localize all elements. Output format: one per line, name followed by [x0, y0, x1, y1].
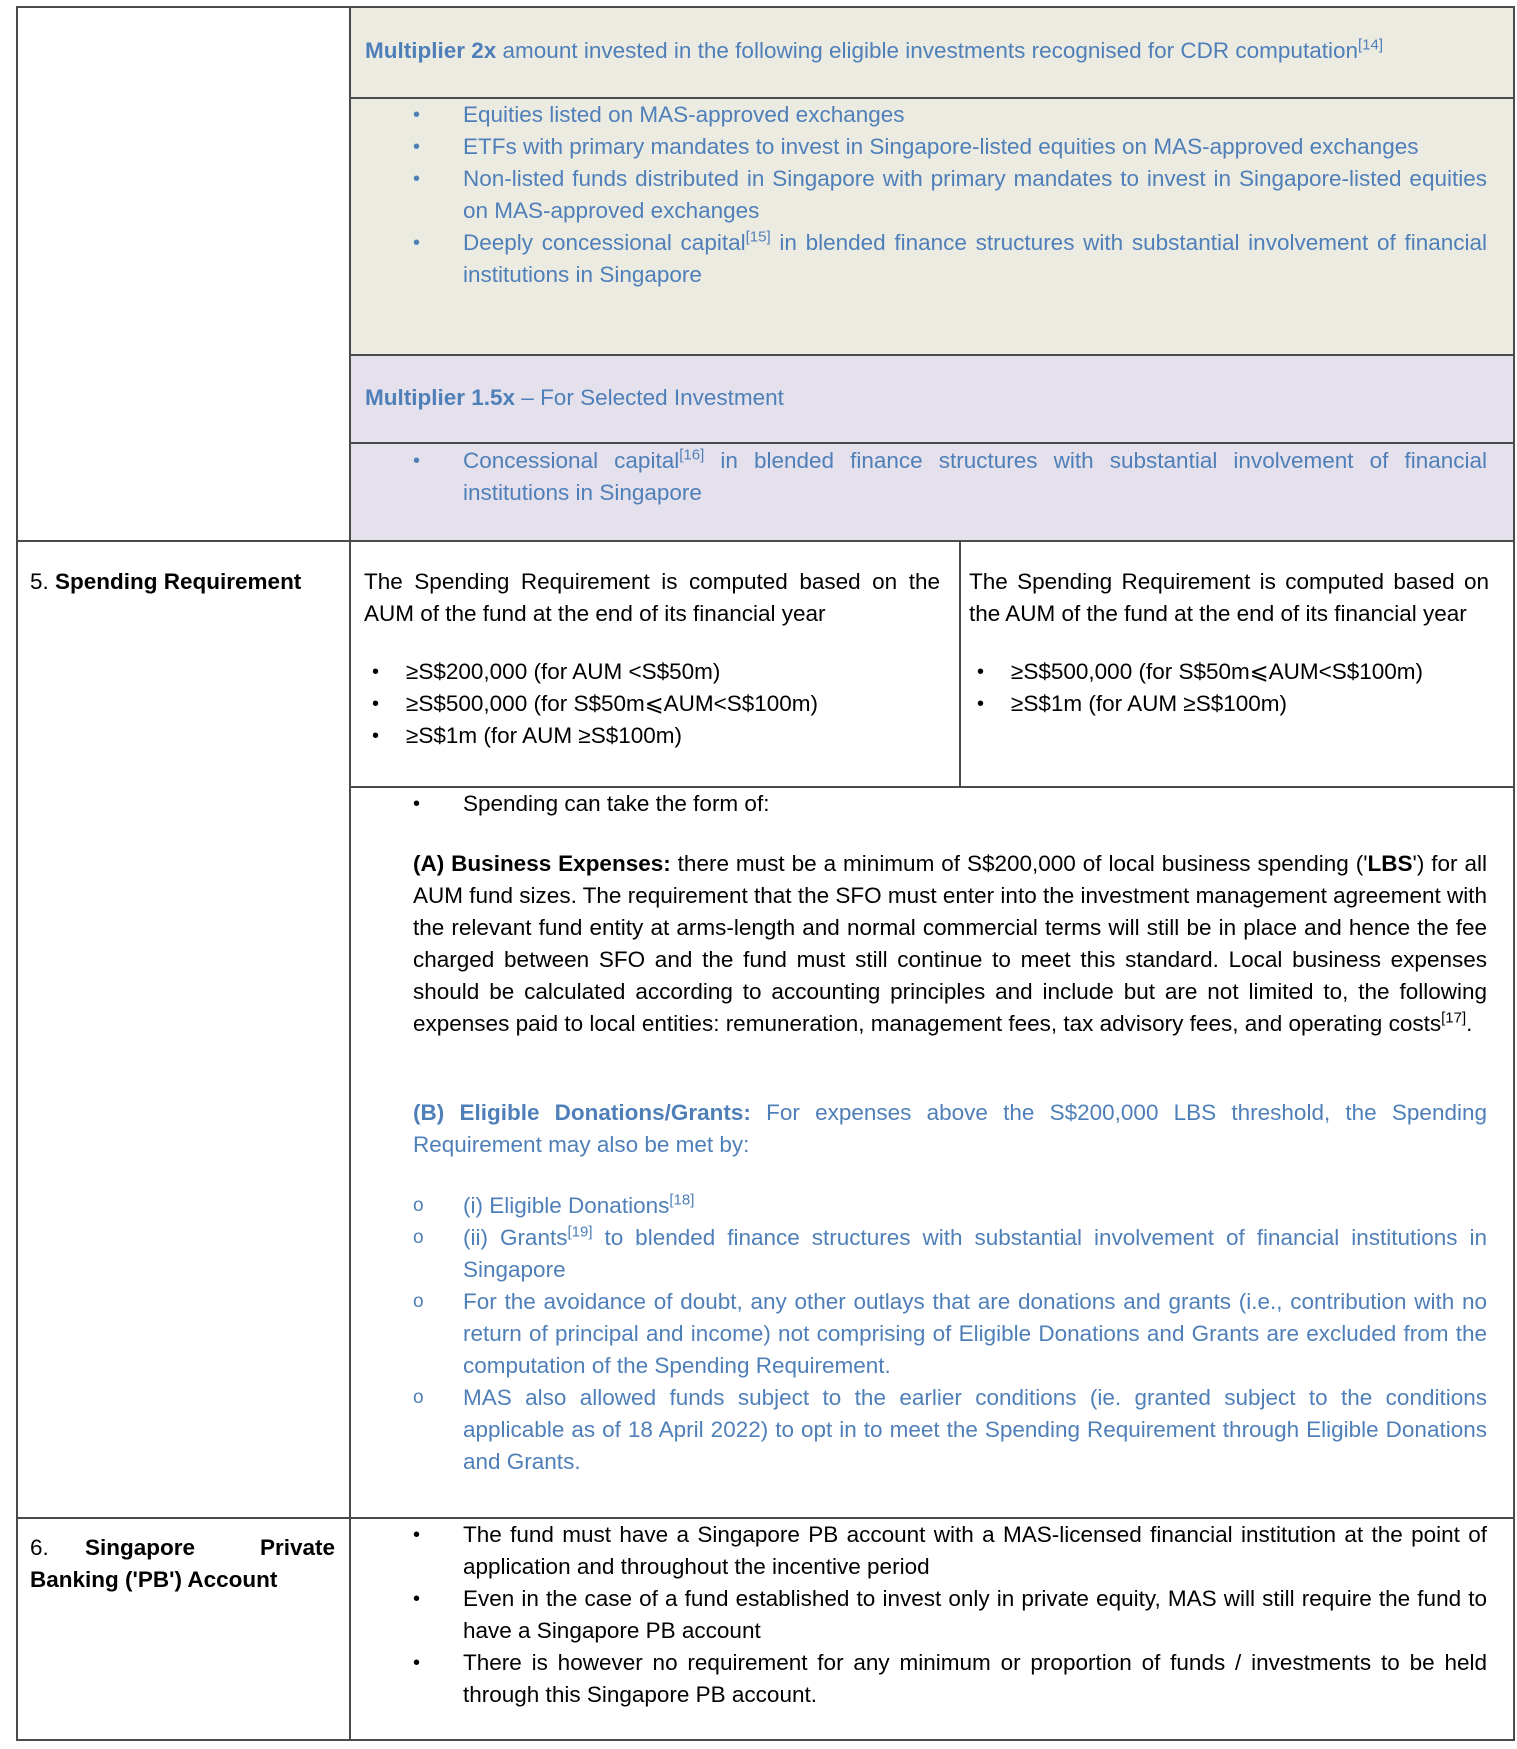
list-item: • Equities listed on MAS-approved exchanges — [413, 99, 1487, 131]
multiplier-2x-text: amount invested in the following eligible investments recognised for CDR computation — [496, 38, 1358, 63]
eligible-donations-label: (B) Eligible Donations/Grants: — [413, 1100, 751, 1125]
row-divider-1-5x-header — [349, 442, 1515, 444]
list-item: o MAS also allowed funds subject to the earlier conditions (ie. granted subject to the conditions applicable as of 18 April 2022) to opt in to meet the Spending Requirement through Eligible Donations and Grants. — [413, 1382, 1487, 1478]
section5-number: 5. — [30, 569, 49, 594]
list-item: • Even in the case of a fund established to invest only in private equity, MAS will still require the fund to have a Singapore PB account — [413, 1583, 1487, 1647]
business-expenses-label: (A) Business Expenses: — [413, 851, 671, 876]
multiplier-1-5x-header — [365, 382, 1505, 414]
spending-forms-bullet: • Spending can take the form of: — [413, 788, 1487, 820]
section5-left-intro: The Spending Requirement is computed based on the AUM of the fund at the end of its financial year — [364, 569, 940, 626]
eligible-donations-paragraph: (B) Eligible Donations/Grants: For expenses above the S$200,000 LBS threshold, the Spending Requirement may also be met by: — [413, 1100, 1487, 1157]
section6-title-line2: Banking ('PB') Account — [30, 1567, 278, 1592]
column-divider — [349, 6, 351, 1741]
footnote-16[interactable]: [16] — [679, 446, 705, 464]
multiplier-1-5x-text: – For Selected Investment — [515, 385, 784, 410]
list-item: • ≥S$500,000 (for S$50m⩽AUM<S$100m) — [372, 688, 940, 720]
section6-title-line1: Singapore Private — [85, 1535, 335, 1560]
row-divider-2x-list — [349, 354, 1515, 356]
footnote-18[interactable]: [18] — [669, 1191, 695, 1209]
section5-spending-forms — [413, 788, 1487, 820]
list-item: • ETFs with primary mandates to invest in Singapore-listed equities on MAS-approved exchanges — [413, 131, 1487, 163]
multiplier-2x-list — [413, 99, 1487, 291]
list-item: • The fund must have a Singapore PB account with a MAS-licensed financial institution at the point of application and throughout the incentive period — [413, 1519, 1487, 1583]
list-item: o (ii) Grants[19] to blended finance structures with substantial involvement of financial institutions in Singapore — [413, 1222, 1487, 1286]
footnote-17[interactable]: [17] — [1441, 1009, 1467, 1027]
section6-label — [30, 1532, 335, 1596]
section5-left-column — [364, 566, 940, 752]
row-divider-section5 — [16, 540, 1515, 542]
multiplier-1-5x-label: Multiplier 1.5x — [365, 385, 516, 410]
list-item: • There is however no requirement for any minimum or proportion of funds / investments to be held through this Singapore PB account. — [413, 1647, 1487, 1711]
list-item: • ≥S$200,000 (for AUM <S$50m) — [372, 656, 940, 688]
multiplier-2x-header — [365, 35, 1505, 67]
lbs-term: LBS — [1367, 851, 1413, 876]
section6-number: 6. — [30, 1535, 49, 1560]
section5-title: Spending Requirement — [55, 569, 302, 594]
section5-label — [30, 566, 340, 598]
section5-right-column — [969, 566, 1489, 720]
list-item: o (i) Eligible Donations[18] — [413, 1190, 1487, 1222]
footnote-15[interactable]: [15] — [745, 228, 771, 246]
list-item: • ≥S$500,000 (for S$50m⩽AUM<S$100m) — [977, 656, 1489, 688]
footnote-14[interactable]: [14] — [1357, 36, 1384, 54]
list-item: • Non-listed funds distributed in Singapore with primary mandates to invest in Singapore-listed equities on MAS-approved exchanges — [413, 163, 1487, 227]
list-item: o For the avoidance of doubt, any other outlays that are donations and grants (i.e., contribution with no return of principal and income) not comprising of Eligible Donations and Grants are excluded from the computation of the Spending Requirement. — [413, 1286, 1487, 1382]
multiplier-2x-label: Multiplier 2x — [365, 38, 497, 63]
section6-content — [413, 1519, 1487, 1711]
multiplier-1-5x-list — [413, 445, 1487, 509]
list-item: • Deeply concessional capital[15] in blended finance structures with substantial involvement of financial institutions in Singapore — [413, 227, 1487, 291]
business-expenses-paragraph: (A) Business Expenses: there must be a minimum of S$200,000 of local business spending ('LBS') for all AUM fund sizes. The requirement that the SFO must enter into the investment management agreement with the relevant fund entity at arms-length and normal commercial terms will still be in place and hence the fee charged between SFO and the fund must still continue to meet this standard. Local business expenses should be calculated according to accounting principles and include but are not limited to, the following expenses paid to local entities: remuneration, management fees, tax advisory fees, and operating costs[17]. — [413, 851, 1487, 1036]
list-item: • Concessional capital[16] in blended finance structures with substantial involvement of financial institutions in Singapore — [413, 445, 1487, 509]
section5-mid-divider — [959, 540, 961, 787]
list-item: • ≥S$1m (for AUM ≥S$100m) — [977, 688, 1489, 720]
section5-right-intro: The Spending Requirement is computed based on the AUM of the fund at the end of its financial year — [969, 569, 1489, 626]
footnote-19[interactable]: [19] — [567, 1223, 593, 1241]
list-item: • ≥S$1m (for AUM ≥S$100m) — [372, 720, 940, 752]
eligible-donations-sublist — [413, 1190, 1487, 1478]
